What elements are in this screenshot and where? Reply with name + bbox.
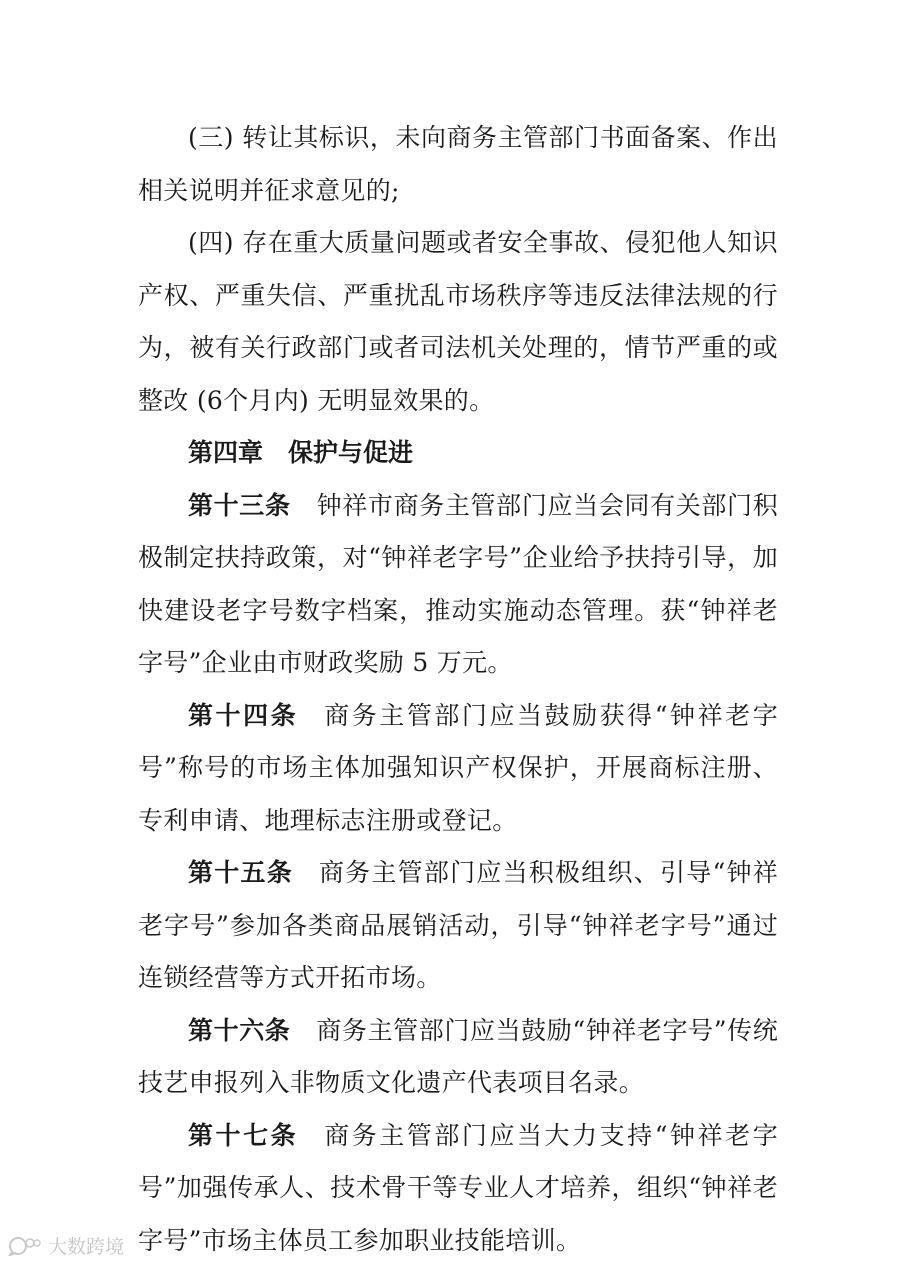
article-13-text: 钟祥市商务主管部门应当会同有关部门积极制定扶持政策，对“钟祥老字号”企业给予扶持引导，加快建设老字号数字档案，推动实施动态管理。获“钟祥老字号”企业由市财政奖励 5 万元。: [138, 490, 778, 677]
speech-bubble-logo-icon: [8, 1236, 42, 1256]
clause-4-text: (四) 存在重大质量问题或者安全事故、侵犯他人知识产权、严重失信、严重扰乱市场秩序等违反法律法规的行为，被有关行政部门或者司法机关处理的，情节严重的或整改 (6个月内) 无明显效果的。: [138, 228, 778, 415]
article-13: [138, 480, 778, 690]
article-15-number: 第十五条: [188, 858, 293, 887]
article-13-number: 第十三条: [188, 490, 291, 520]
clause-3: [138, 112, 778, 217]
watermark: [8, 1232, 124, 1259]
article-14-number: 第十四条: [188, 700, 299, 730]
article-17-text: 商务主管部门应当大力支持“钟祥老字号”加强传承人、技术骨干等专业人才培养，组织“钟祥老字号”市场主体员工参加职业技能培训。: [138, 1120, 778, 1255]
article-17: [138, 1110, 778, 1268]
article-14: [138, 690, 778, 848]
article-16-text: 商务主管部门应当鼓励“钟祥老字号”传统技艺申报列入非物质文化遗产代表项目名录。: [138, 1015, 778, 1097]
article-15-text: 商务主管部门应当积极组织、引导“钟祥老字号”参加各类商品展销活动，引导“钟祥老字号”通过连锁经营等方式开拓市场。: [138, 858, 778, 992]
clause-4: [138, 217, 778, 427]
article-17-number: 第十七条: [188, 1120, 299, 1150]
chapter-heading: 第四章 保护与促进: [188, 438, 414, 467]
article-16: [138, 1005, 778, 1110]
clause-3-text: (三) 转让其标识，未向商务主管部门书面备案、作出相关说明并征求意见的;: [138, 123, 778, 205]
article-14-text: 商务主管部门应当鼓励获得“钟祥老字号”称号的市场主体加强知识产权保护，开展商标注册、专利申请、地理标志注册或登记。: [138, 700, 778, 835]
document-page: [138, 112, 778, 1267]
article-16-number: 第十六条: [188, 1015, 291, 1045]
watermark-text: 大数跨境: [48, 1236, 125, 1258]
article-15: [138, 847, 778, 1005]
